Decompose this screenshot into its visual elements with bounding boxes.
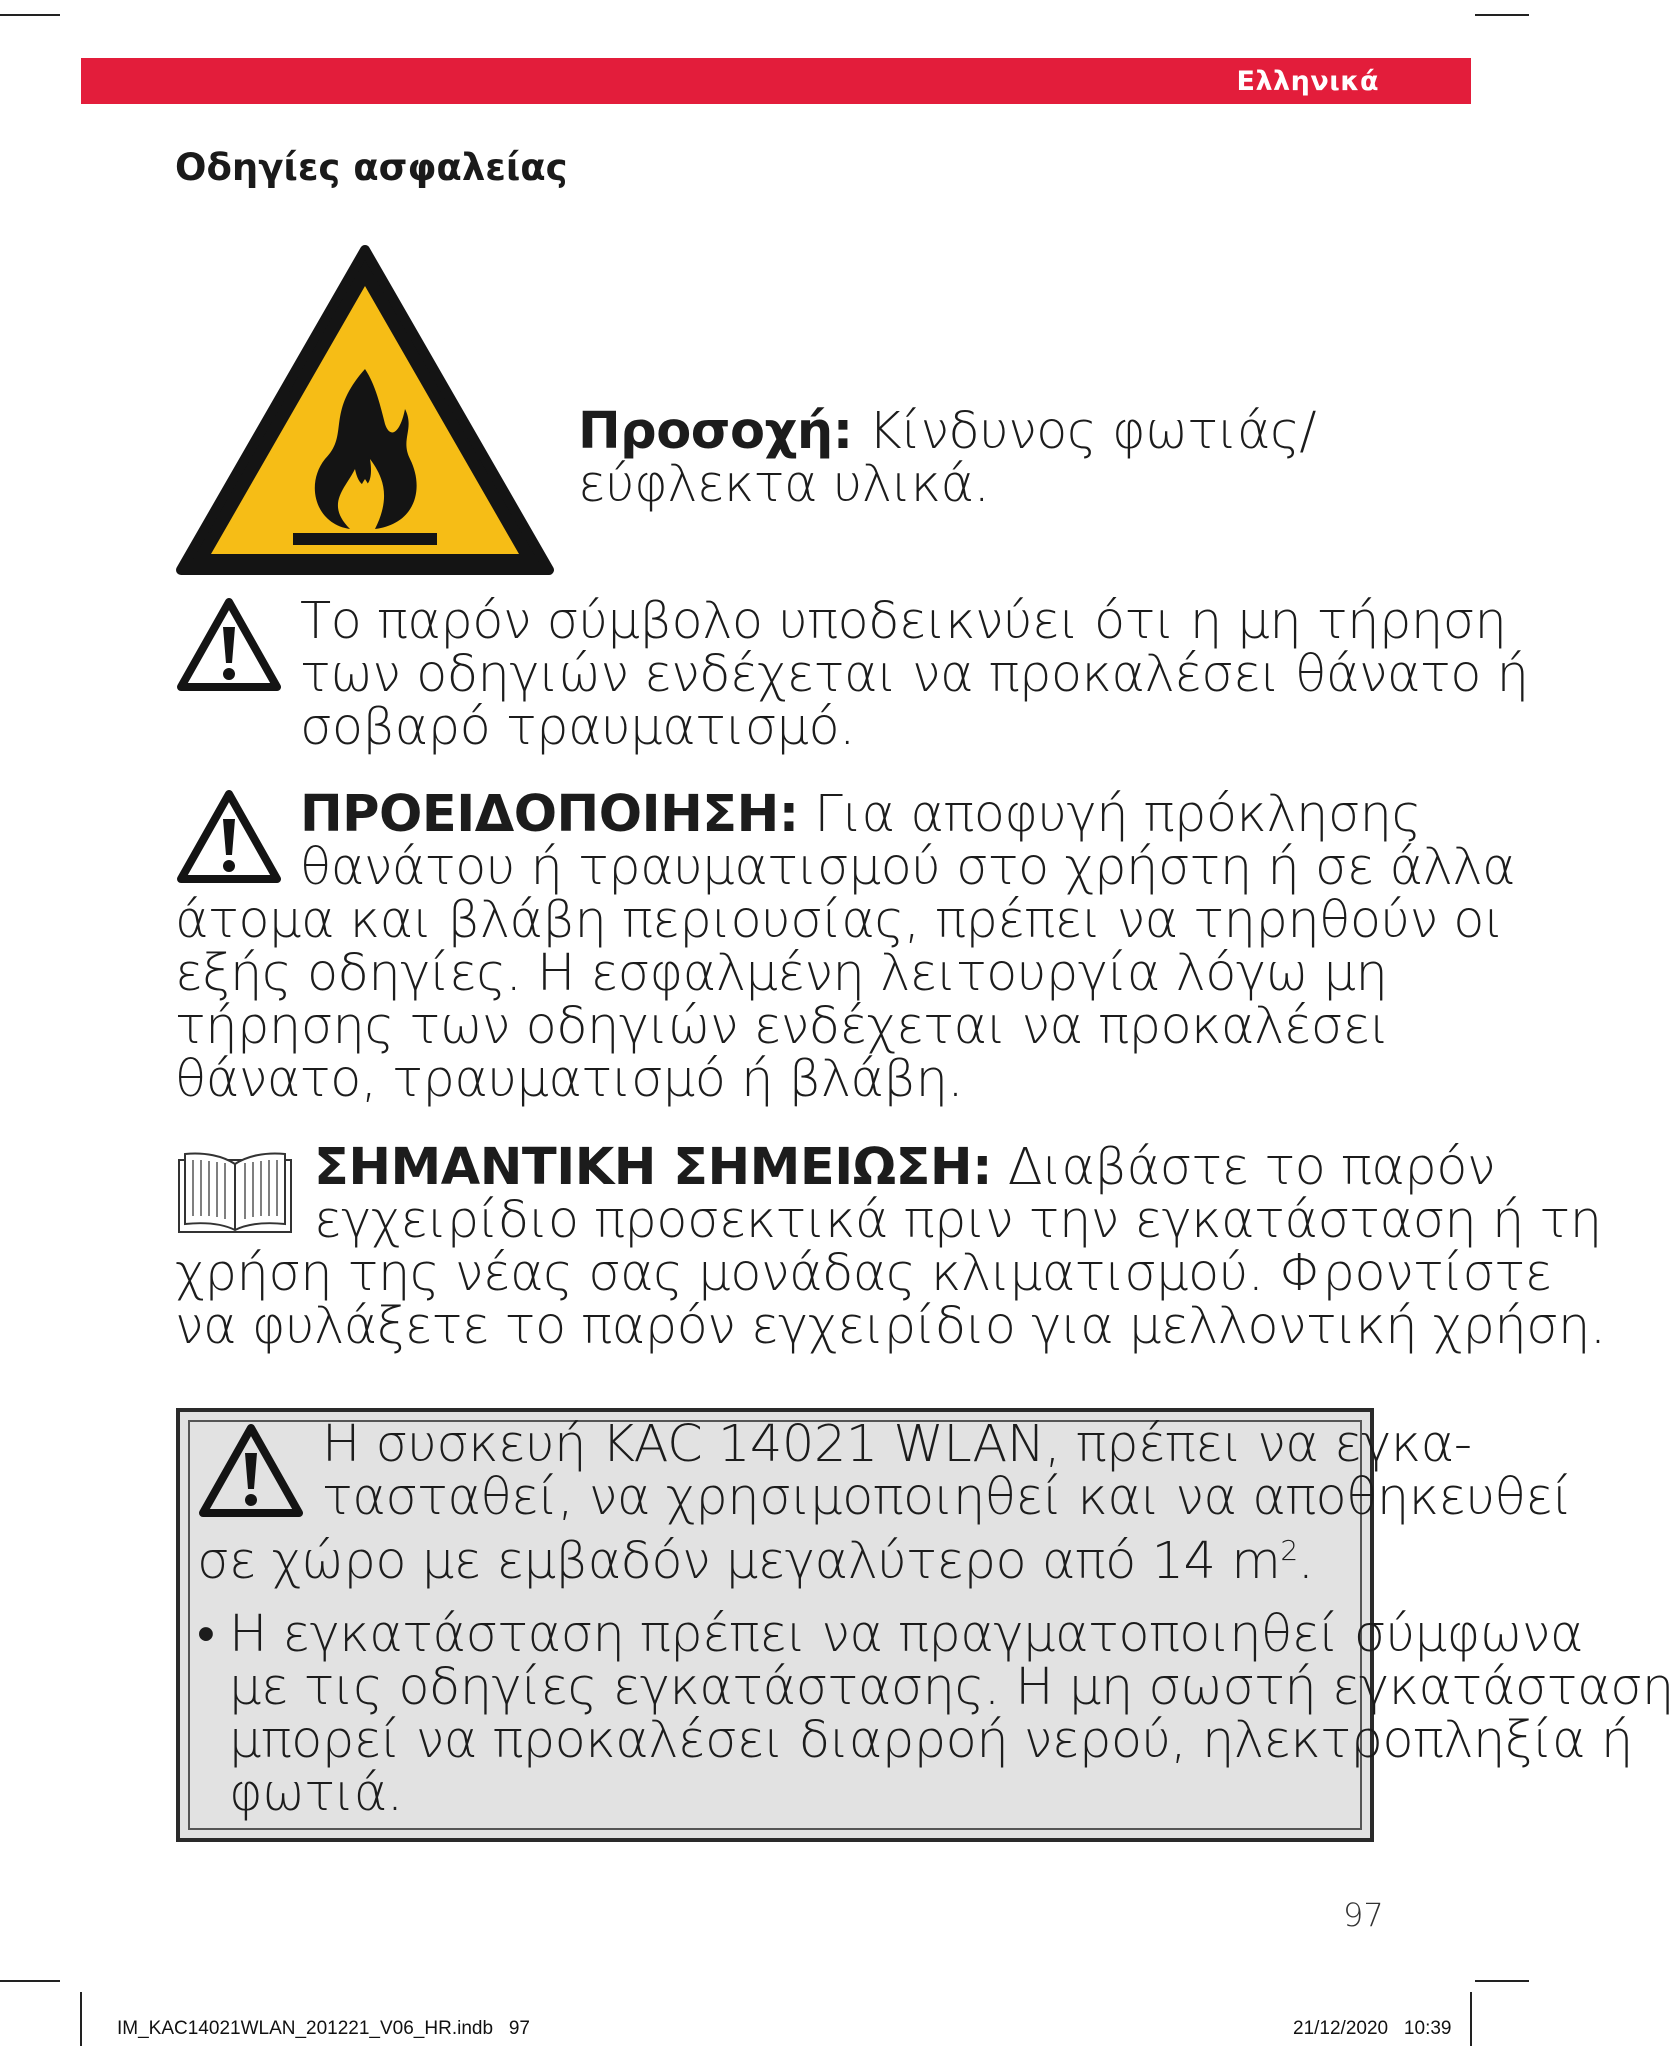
warning-text-body: άτομα και βλάβη περιουσίας, πρέπει να τηρηθούν οι εξής οδηγίες. Η εσφαλμένη λειτουργία λόγω μη τήρησης των οδηγιών ενδέχεται να προκαλέσει θάνατο, τραυματισμό ή βλάβη. [175,891,1504,1109]
superscript: 2 [1280,1534,1298,1567]
flammable-warning-sign-icon [175,244,555,578]
page-number: 97 [1343,1896,1384,1934]
notice-text-head: Η συσκευή KAC 14021 WLAN, πρέπει να εγκα- τασταθεί, να χρησιμοποιηθεί και να αποθηκευθεί [322,1415,1572,1527]
crop-mark [0,14,60,16]
crop-mark [80,1992,82,2046]
fire-warning-text: Προσοχή: Κίνδυνος φωτιάς/ εύφλεκτα υλικά. [578,402,1317,514]
fire-warning-label: Προσοχή: [578,402,853,461]
notice-text-area: σε χώρο με εμβαδόν μεγαλύτερο από 14 $m^2$. [197,1532,1314,1591]
important-note-text-body: χρήση της νέας σας μονάδας κλιματισμού. Φροντίστε να φυλάξετε το παρόν εγχειρίδιο για μελλοντική χρήση. [175,1244,1606,1356]
warning-triangle-icon [176,597,282,693]
crop-mark [1475,1980,1529,1982]
warning-triangle-icon [198,1423,304,1519]
footer-file-info: IM_KAC14021WLAN_201221_V06_HR.indb 97 [117,2018,530,2039]
crop-mark [0,1980,60,1982]
open-book-icon [177,1150,293,1236]
crop-mark [1475,14,1529,16]
crop-mark [1470,1992,1472,2046]
important-note-text-head: ΣΗΜΑΝΤΙΚΗ ΣΗΜΕΙΩΣΗ: Διαβάστε το παρόν εγχειρίδιο προσεκτικά πριν την εγκατάσταση ή τη [314,1138,1602,1250]
footer-date: 21/12/2020 10:39 [1293,2018,1452,2039]
symbol-note-text: Το παρόν σύμβολο υποδεικνύει ότι η μη τήρηση των οδηγιών ενδέχεται να προκαλέσει θάνατο ή σοβαρό τραυματισμό. [300,592,1529,757]
warning-label: ΠΡΟΕΙΔΟΠΟΙΗΣΗ: [300,785,799,844]
important-note-label: ΣΗΜΑΝΤΙΚΗ ΣΗΜΕΙΩΣΗ: [314,1138,993,1197]
section-title: Οδηγίες ασφαλείας [175,146,568,189]
warning-text-head: ΠΡΟΕΙΔΟΠΟΙΗΣΗ: Για αποφυγή πρόκλησης θανάτου ή τραυματισμού στο χρήστη ή σε άλλα [300,785,1516,897]
notice-bullet: • [197,1605,215,1664]
language-label: Ελληνικά [1236,66,1379,97]
header-bar [81,58,1471,104]
warning-triangle-icon [176,789,282,885]
notice-bullet-text: Η εγκατάσταση πρέπει να πραγματοποιηθεί σύμφωνα με τις οδηγίες εγκατάστασης. Η μη σωστή εγκατάσταση μπορεί να προκαλέσει διαρροή νερού, ηλεκτροπληξία ή φωτιά. [229,1605,1674,1823]
